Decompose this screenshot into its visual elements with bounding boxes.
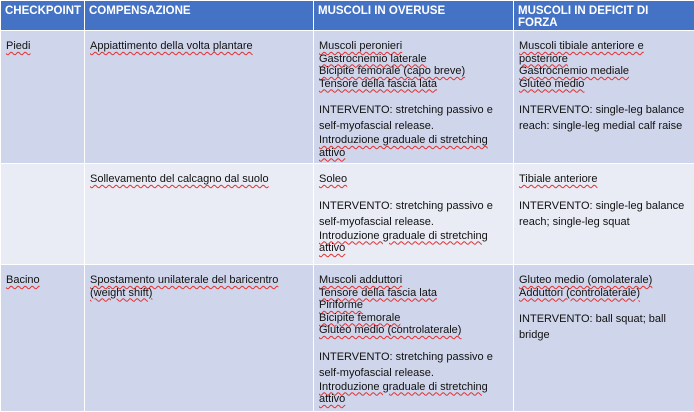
- deficit-muscle: Gluteo medio: [519, 78, 689, 91]
- overuse-intervento: INTERVENTO: stretching passivo e self-myofascial release.: [319, 349, 508, 381]
- deficit-muscle: Gastrocnemio mediale: [519, 65, 689, 78]
- deficit-intervento: INTERVENTO: single-leg balance reach; single-leg squat: [519, 198, 689, 230]
- header-compensazione: COMPENSAZIONE: [85, 1, 314, 31]
- cell-compensazione: [85, 164, 314, 265]
- header-row: [1, 1, 694, 31]
- cell-checkpoint: [1, 265, 85, 412]
- cell-overuse: [314, 265, 514, 412]
- overuse-intervento-note: Introduzione graduale di stretching attivo: [319, 230, 508, 255]
- checkpoint-text: Bacino: [6, 274, 40, 286]
- cell-deficit: [514, 31, 694, 164]
- header-checkpoint: CHECKPOINT: [1, 1, 85, 31]
- compensazione-text: Spostamento unilaterale del baricentro (weight shift): [90, 274, 278, 299]
- overuse-muscle: Piriforme: [319, 299, 508, 312]
- deficit-muscle: Gluteo medio (omolaterale): [519, 274, 689, 287]
- overuse-muscle: Tensore della fascia lata: [319, 78, 508, 91]
- overuse-muscle: Gastrocnemio laterale: [319, 53, 508, 66]
- cell-checkpoint: [1, 164, 85, 265]
- compensazione-text: Sollevamento del calcagno dal suolo: [90, 173, 269, 185]
- overuse-muscle: Bicipite femorale: [319, 312, 508, 325]
- deficit-muscle: Muscoli tibiale anteriore e posteriore: [519, 40, 689, 65]
- deficit-muscle: Tibiale anteriore: [519, 173, 689, 186]
- checkpoint-text: Piedi: [6, 40, 30, 52]
- header-deficit: MUSCOLI IN DEFICIT DI FORZA: [514, 1, 694, 31]
- table-row: [1, 31, 694, 164]
- deficit-intervento: INTERVENTO: single-leg balance reach: single-leg medial calf raise: [519, 102, 689, 134]
- overuse-muscle: Muscoli adduttori: [319, 274, 508, 287]
- cell-deficit: [514, 164, 694, 265]
- overuse-muscle: Soleo: [319, 173, 508, 186]
- overuse-intervento: INTERVENTO: stretching passivo e self-myofascial release.: [319, 102, 508, 134]
- table-row: [1, 164, 694, 265]
- cell-checkpoint: [1, 31, 85, 164]
- overuse-muscle: Gluteo medio (controlaterale): [319, 324, 508, 337]
- overuse-intervento: INTERVENTO: stretching passivo e self-myofascial release.: [319, 198, 508, 230]
- cell-overuse: [314, 164, 514, 265]
- overuse-intervento-note: Introduzione graduale di stretching attivo: [319, 134, 508, 159]
- deficit-intervento: INTERVENTO: ball squat; ball bridge: [519, 311, 689, 343]
- overuse-muscle: Muscoli peronieri: [319, 40, 508, 53]
- overuse-muscle: Bicipite femorale (capo breve): [319, 65, 508, 78]
- deficit-muscle: Adduttori (controlaterale): [519, 287, 689, 300]
- cell-overuse: [314, 31, 514, 164]
- compensazione-text: Appiattimento della volta plantare: [90, 40, 253, 52]
- cell-deficit: [514, 265, 694, 412]
- overuse-intervento-note: Introduzione graduale di stretching attivo: [319, 381, 508, 406]
- header-overuse: MUSCOLI IN OVERUSE: [314, 1, 514, 31]
- cell-compensazione: [85, 265, 314, 412]
- overuse-muscle: Tensore della fascia lata: [319, 287, 508, 300]
- table-row: [1, 265, 694, 412]
- cell-compensazione: [85, 31, 314, 164]
